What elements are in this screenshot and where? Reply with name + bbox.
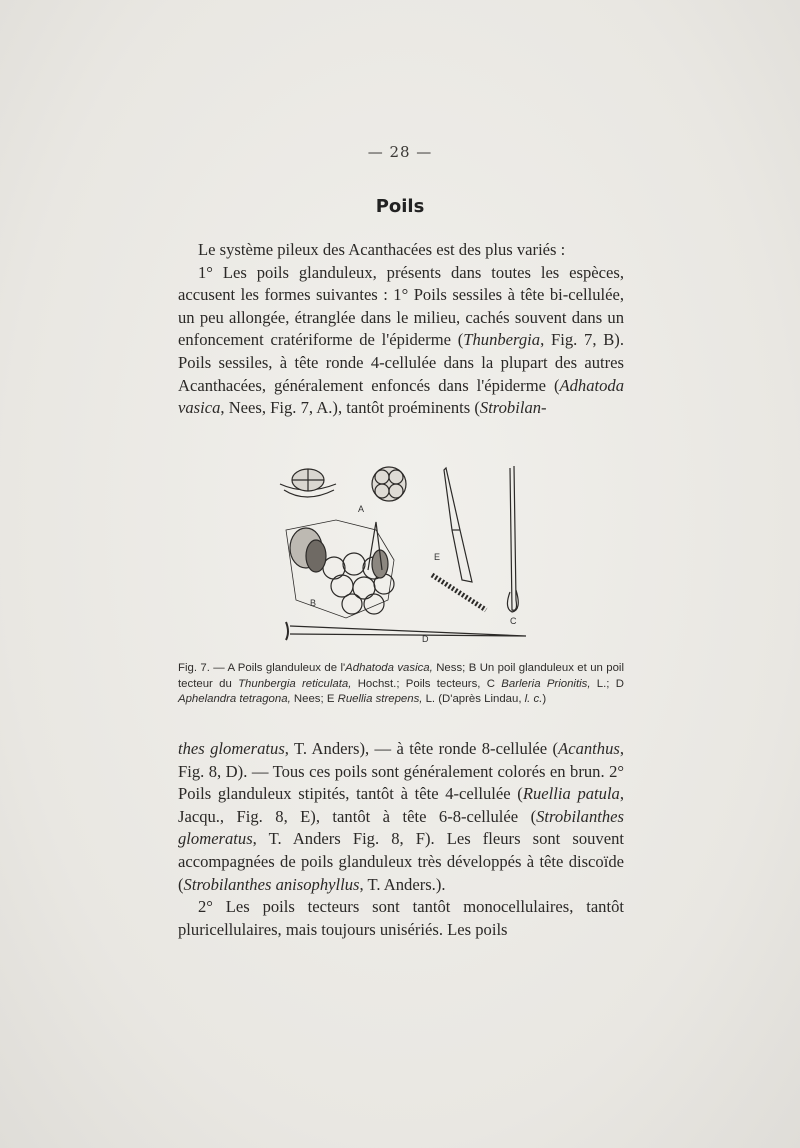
label-d: D: [422, 634, 429, 644]
hair-e: [432, 468, 486, 610]
paragraph-2: [178, 738, 624, 941]
hair-d: [290, 626, 526, 636]
paragraph-2-body: thes glomeratus, T. Anders), — à tête ronde 8-cellulée (Acanthus, Fig. 8, D). — Tous ces poils sont généralement colorés en brun. 2° Poils glanduleux stipités, tantôt à tête 4-cellulée (Ruellia patula, Jacqu., Fig. 8, E), tantôt à tête 6-8-cellulée (Strobilanthes glomeratus, T. Anders Fig. 8, F). Les fleurs sont souvent accompagnées de poils glanduleux très développés à tête discoïde (Strobilanthes anisophyllus, T. Anders.).: [178, 739, 625, 894]
botanical-hairs-drawing: [276, 460, 536, 650]
figure-caption: Fig. 7. — A Poils glanduleux de l'Adhatoda vasica, Ness; B Un poil glanduleux et un poil tecteur du Thunbergia reticulata, Hochst.; Poils tecteurs, C Barleria Prionitis, L.; D Aphelandra tetragona, Nees; E Ruellia strepens, L. (D'après Lindau, l. c.): [178, 662, 624, 706]
label-b: B: [310, 598, 317, 608]
figure-7-illustration: [276, 460, 536, 650]
label-e: E: [434, 552, 441, 562]
section-title: Poils: [375, 196, 425, 217]
label-c: C: [510, 616, 517, 626]
gland-b-epidermis: [286, 520, 394, 618]
hair-c: [510, 466, 517, 610]
page-number: — 28 —: [367, 143, 433, 161]
paragraph-1-body: 1° Les poils glanduleux, présents dans toutes les espèces, accusent les formes suivantes : 1° Poils sessiles à tête bi-cellulée, un peu allongée, étranglée dans le milieu, cachés souvent dans un enfoncement cratériforme de l'épiderme (Thunbergia, Fig. 7, B). Poils sessiles, à tête ronde 4-cellulée dans la plupart des autres Acanthacées, généralement enfoncés dans l'épiderme (Adhatoda vasica, Nees, Fig. 7, A.), tantôt proéminents (Strobilan-: [178, 262, 624, 418]
paragraph-1: [178, 239, 624, 420]
label-a: A: [358, 504, 365, 514]
paragraph-3-body: 2° Les poils tecteurs sont tantôt monocellulaires, tantôt pluricellulaires, mais toujours unisériés. Les poils: [178, 897, 624, 939]
hair-d-base: [286, 622, 288, 640]
paragraph-1-line-1: Le système pileux des Acanthacées est des plus variés :: [198, 240, 566, 259]
